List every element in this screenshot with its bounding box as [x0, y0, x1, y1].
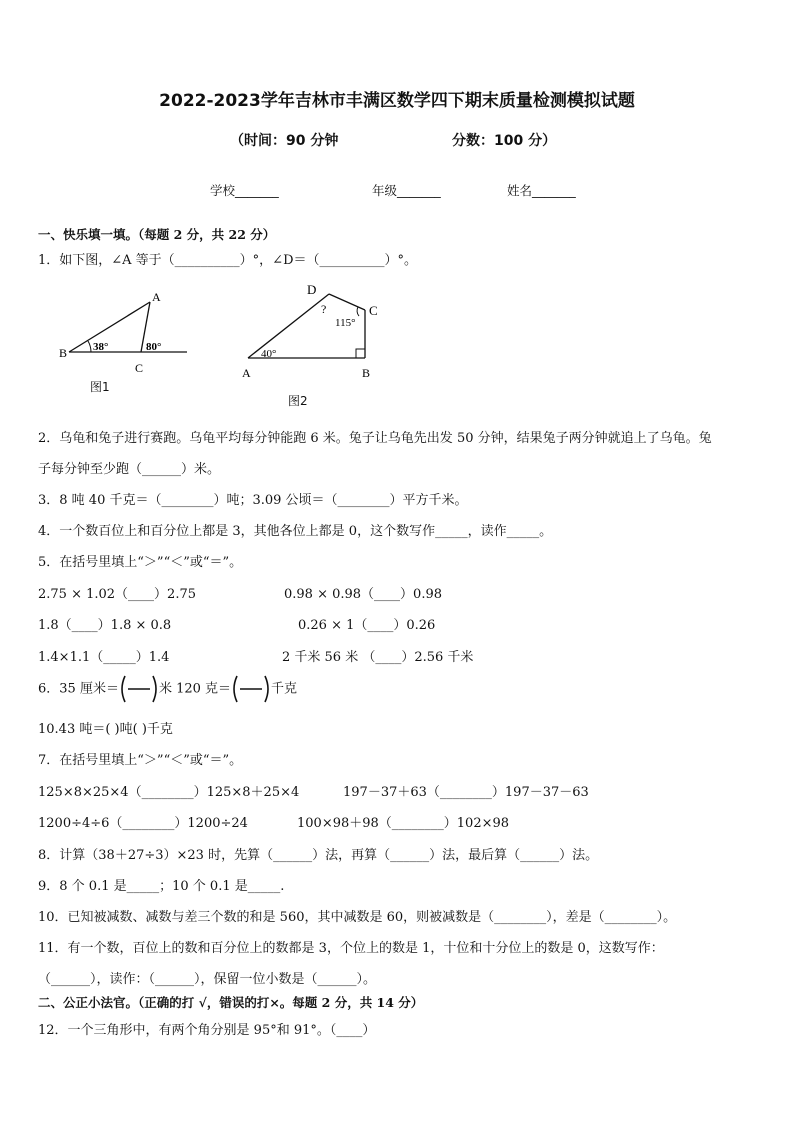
figure-2: [232, 280, 392, 385]
fig2-angle-d-unknown: ?: [321, 302, 327, 316]
q7-row1-right: 197－37＋63（________）197－37－63: [343, 785, 589, 800]
question-1: 1．如下图，∠A 等于（__________）°，∠D＝（__________）°。: [38, 253, 417, 268]
section-1-heading: 一、快乐填一填。（每题 2 分，共 22 分）: [38, 227, 276, 242]
fig2-right-angle-mark: [356, 349, 365, 358]
fig2-label-a: A: [242, 366, 251, 380]
q7-row1-left: 125×8×25×4（________）125×8＋25×4: [38, 785, 300, 800]
exam-time: （时间：90 分钟: [230, 133, 339, 149]
q5-row2-left: 1.8（____）1.8 × 0.8: [38, 618, 172, 633]
q5-row1-right: 0.98 × 0.98（____）0.98: [284, 587, 442, 602]
question-4: 4．一个数百位上和百分位上都是 3，其他各位上都是 0，这个数写作_____，读作_____。: [38, 524, 553, 539]
question-5: 5．在括号里填上“＞”“＜”或“＝”。: [38, 555, 243, 570]
q6-mid: 米 120 克＝: [158, 681, 232, 697]
name-field: 姓名_______: [507, 183, 576, 198]
fig1-angle-c: 80°: [146, 341, 162, 353]
fig1-angle-b-arc: [88, 341, 91, 352]
page-title: 2022-2023学年吉林市丰满区数学四下期末质量检测模拟试题: [159, 91, 635, 111]
q6-suffix: 千克: [271, 681, 298, 697]
q6-prefix: 6．35 厘米＝: [38, 681, 119, 697]
figure-2-caption: 图2: [288, 394, 308, 408]
fig2-label-c: C: [369, 303, 378, 318]
fig1-label-c: C: [135, 361, 144, 375]
question-10: 10．已知被减数、减数与差三个数的和是 560，其中减数是 60，则被减数是（________），差是（________）。: [38, 910, 677, 925]
fraction-blank-kilograms: [231, 674, 271, 704]
figure-1-caption: 图1: [90, 380, 110, 394]
question-11-line-1: 11．有一个数，百位上的数和百分位上的数都是 3，个位上的数是 1，十位和十分位上的数是 0，这数写作：: [38, 941, 664, 956]
q5-row2-right: 0.26 × 1（____）0.26: [298, 618, 436, 633]
fig2-label-d: D: [307, 282, 317, 297]
fig2-angle-a: 40°: [261, 348, 277, 360]
q5-row3-left: 1.4×1.1（_____）1.4: [38, 650, 170, 665]
fig1-angle-b: 38°: [93, 341, 109, 353]
fig1-label-b: B: [59, 346, 68, 360]
grade-field: 年级_______: [372, 183, 441, 198]
school-field: 学校_______: [210, 183, 279, 198]
q5-row3-right: 2 千米 56 米 （____）2.56 千米: [282, 650, 474, 665]
question-8: 8．计算（38＋27÷3）×23 时，先算（______）法，再算（______）法，最后算（______）法。: [38, 848, 599, 863]
question-7: 7．在括号里填上“＞”“＜”或“＝”。: [38, 753, 243, 768]
fig2-side-cd: [329, 294, 365, 310]
question-2-line-2: 子每分钟至少跑（______）米。: [38, 462, 221, 477]
fig2-angle-c: 115°: [335, 317, 356, 329]
question-2-line-1: 2．乌龟和兔子进行赛跑。乌龟平均每分钟能跑 6 米。兔子让乌龟先出发 50 分钟，结果兔子两分钟就追上了乌龟。兔: [38, 431, 712, 446]
question-9: 9．8 个 0.1 是_____；10 个 0.1 是_____.: [38, 879, 285, 894]
question-3: 3．8 吨 40 千克＝（________）吨；3.09 公顷＝（________）平方千米。: [38, 493, 468, 508]
fig1-label-a: A: [152, 290, 161, 304]
q5-row1-left: 2.75 × 1.02（____）2.75: [38, 587, 196, 602]
q7-row2-right: 100×98＋98（________）102×98: [297, 816, 510, 831]
section-2-heading: 二、公正小法官。（正确的打 √，错误的打×。每题 2 分，共 14 分）: [38, 995, 424, 1010]
question-6-line-2: 10.43 吨＝( )吨( )千克: [38, 722, 173, 737]
fig1-side-ab: [69, 302, 150, 352]
fraction-blank-meters: [119, 674, 159, 704]
exam-score: 分数：100 分）: [452, 133, 557, 149]
q7-row2-left: 1200÷4÷6（________）1200÷24: [38, 816, 248, 831]
figure-1: [55, 285, 195, 395]
question-6: [38, 674, 297, 705]
fig2-label-b: B: [362, 366, 371, 380]
question-11-line-2: （______），读作：（______），保留一位小数是（______）。: [38, 972, 377, 987]
question-12: 12．一个三角形中，有两个角分别是 95°和 91°。（____）: [38, 1023, 376, 1038]
fig2-angle-c-arc: [357, 307, 359, 316]
